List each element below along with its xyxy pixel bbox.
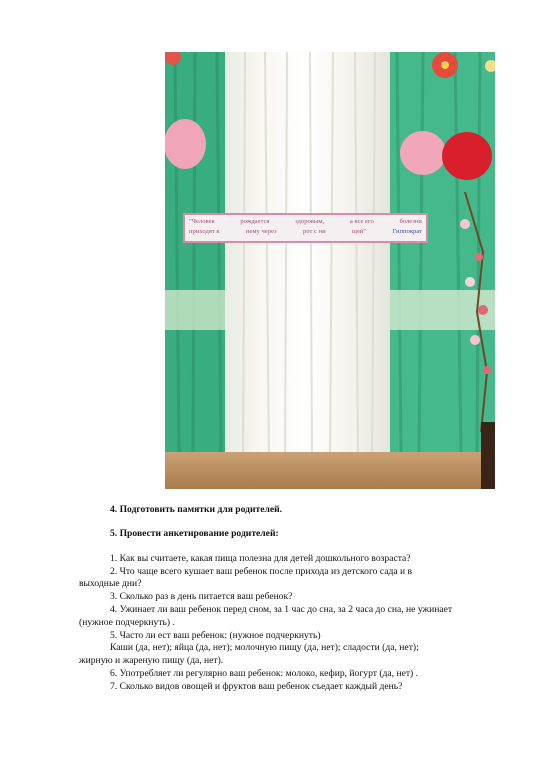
question-line: выходные дни?	[79, 578, 142, 589]
quote-row-2	[189, 227, 422, 237]
quote-author: Гиппократ	[392, 228, 422, 236]
quote-word: рождается	[240, 218, 270, 225]
quote-word: нему через	[245, 228, 277, 236]
quote-word: щей"	[351, 228, 367, 236]
heading-task-5: 5. Провести анкетирование родителей:	[110, 528, 279, 539]
question-line: жирную и жареную пищу (да, нет).	[79, 655, 224, 666]
question-line: 3. Сколько раз в день питается ваш ребенок?	[110, 591, 293, 602]
question-line: (нужное подчеркнуть) .	[79, 617, 175, 628]
quote-word: "Человек	[189, 218, 215, 225]
question-line: 2. Что чаще всего кушает ваш ребенок после прихода из детского сада и в	[110, 566, 413, 577]
quote-banner	[183, 213, 428, 243]
question-line: 7. Сколько видов овощей и фруктов ваш ребенок съедает каждый день?	[110, 681, 403, 692]
quote-word: болезни	[399, 218, 422, 225]
photo-curtain	[165, 52, 495, 489]
question-line: Каши (да, нет); яйца (да, нет); молочную пищу (да, нет); сладости (да, нет);	[110, 642, 419, 653]
heading-task-4: 4. Подготовить памятки для родителей.	[110, 504, 283, 515]
quote-word: а все его	[349, 218, 374, 225]
quote-word: здоровым,	[295, 218, 325, 225]
quote-row-1	[189, 217, 422, 227]
question-line: 1. Как вы считаете, какая пища полезна для детей дошкольного возраста?	[110, 553, 411, 564]
question-line: 5. Часто ли ест ваш ребенок: (нужное подчеркнуть)	[110, 630, 321, 641]
question-line: 6. Употребляет ли регулярно ваш ребенок: молоко, кефир, йогурт (да, нет) .	[110, 668, 419, 679]
question-line: 4. Ужинает ли ваш ребенок перед сном, за 1 час до сна, за 2 часа до сна, не ужинает	[110, 604, 453, 615]
quote-word: приходят к	[189, 228, 220, 236]
photo-illustration	[165, 52, 495, 489]
quote-word: рот с ни	[302, 228, 326, 236]
